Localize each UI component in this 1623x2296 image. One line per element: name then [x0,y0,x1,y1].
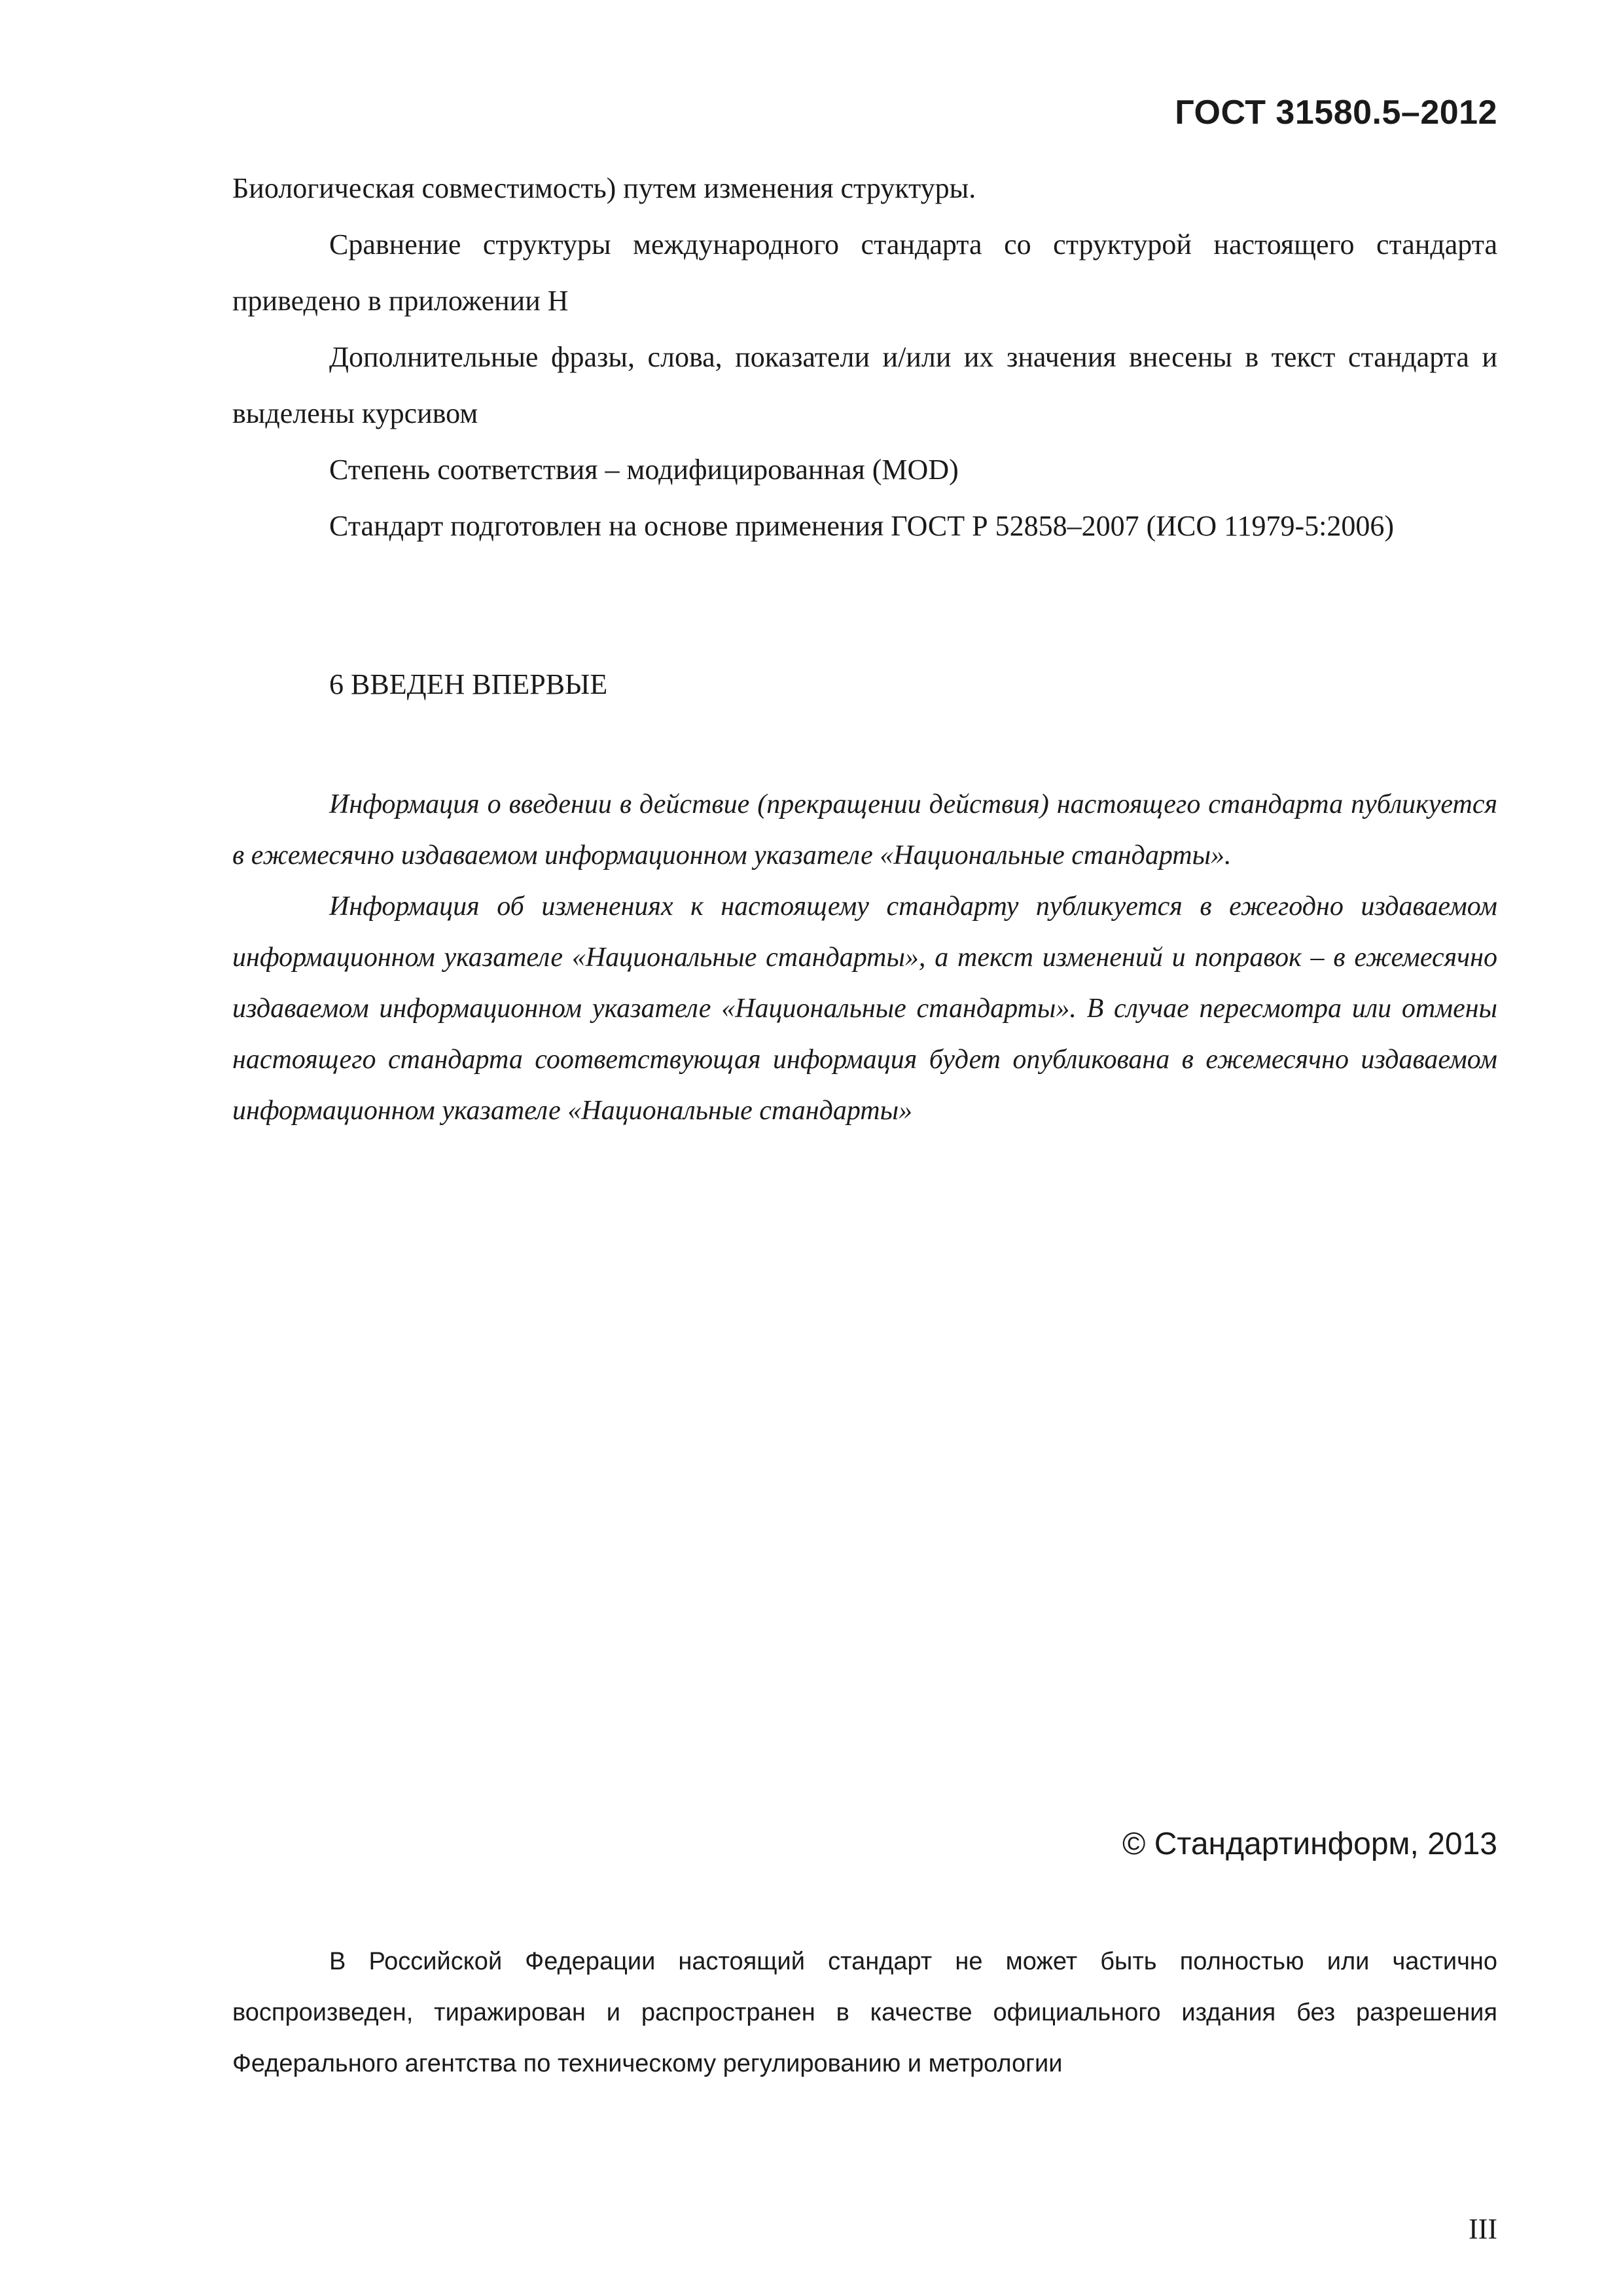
page-number: III [1469,2213,1497,2245]
structure-comparison-paragraph: Сравнение структуры международного стандарта со структурой настоящего стандарта приведено в приложении Н [232,228,1497,317]
continuation-paragraph: Биологическая совместимость) путем изменения структуры. [232,172,976,204]
basis-paragraph: Стандарт подготовлен на основе применения ГОСТ Р 52858–2007 (ИСО 11979-5:2006) [329,510,1395,542]
copyright-notice: © Стандартинформ, 2013 [1122,1827,1497,1861]
rights-notice: В Российской Федерации настоящий стандарт не может быть полностью или частично воспроизведен, тиражирован и распространен в качестве официального издания без разрешения Федерального агентства по техническому регулированию и метрологии [232,1948,1497,2077]
publication-info [232,779,1497,1136]
conformity-degree-paragraph: Степень соответствия – модифицированная (MOD) [329,454,959,486]
section-6-heading: 6 ВВЕДЕН ВПЕРВЫЕ [329,668,608,700]
document-code-header: ГОСТ 31580.5–2012 [1175,94,1497,132]
preface-body [232,160,1497,554]
additional-phrases-paragraph: Дополнительные фразы, слова, показатели и/или их значения внесены в текст стандарта и выделены курсивом [232,341,1497,429]
info-paragraph-1: Информация о введении в действие (прекращении действия) настоящего стандарта публикуется в ежемесячно издаваемом информационном указателе «Национальные стандарты». [232,789,1497,870]
info-paragraph-2: Информация об изменениях к настоящему стандарту публикуется в ежегодно издаваемом информационном указателе «Национальные стандарты», а текст изменений и поправок – в ежемесячно издаваемом информационном указателе «Национальные стандарты». В случае пересмотра или отмены настоящего стандарта соответствующая информация будет опубликована в ежемесячно издаваемом информационном указателе «Национальные стандарты» [232,891,1497,1126]
